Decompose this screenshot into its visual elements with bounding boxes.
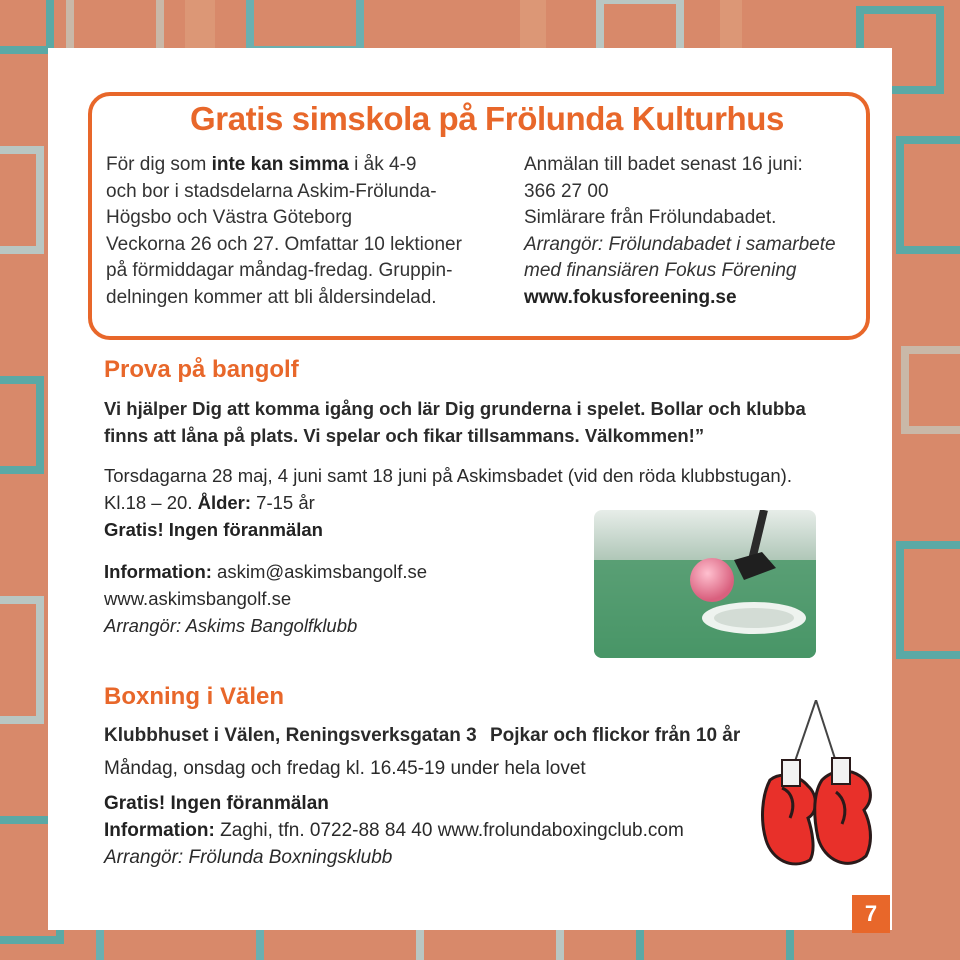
boxning-place: Klubbhuset i Välen, Reningsverksgatan 3: [104, 725, 477, 746]
simskola-left-column: [106, 152, 462, 312]
simskola-right-line-3: Simlärare från Frölundabadet.: [524, 207, 777, 229]
bangolf-free: Gratis! Ingen föranmälan: [104, 519, 323, 540]
simskola-organizer-1: Arrangör: Frölundabadet i samarbete: [524, 233, 836, 255]
bangolf-organizer: Arrangör: Askims Bangolfklubb: [104, 615, 358, 636]
simskola-right-column: [524, 152, 836, 312]
bangolf-when-line-2: Kl.18 – 20. Ålder: 7-15 år: [104, 492, 315, 513]
boxning-info-line: Information: Zaghi, tfn. 0722-88 84 40 www.frolundaboxingclub.com: [104, 820, 684, 841]
minigolf-photo: [594, 510, 816, 658]
simskola-left-line-4: Veckorna 26 och 27. Omfattar 10 lektioner: [106, 233, 462, 255]
bangolf-when-line-1: Torsdagarna 28 maj, 4 juni samt 18 juni på Askimsbadet (vid den röda klubbstugan).: [104, 465, 792, 486]
bangolf-intro: [104, 395, 806, 449]
simskola-right-line-1: Anmälan till badet senast 16 juni:: [524, 154, 803, 175]
page-number: 7: [852, 895, 890, 933]
boxning-details: [104, 790, 684, 871]
bangolf-website-link[interactable]: www.askimsbangolf.se: [104, 588, 292, 609]
bangolf-info: [104, 558, 427, 639]
boxing-gloves-icon: [752, 700, 880, 880]
boxning-schedule: Måndag, onsdag och fredag kl. 16.45-19 under hela lovet: [104, 758, 586, 779]
boxning-audience: Pojkar och flickor från 10 år: [490, 725, 741, 746]
bangolf-intro-line-1: Vi hjälper Dig att komma igång och lär Dig grunderna i spelet. Bollar och klubba: [104, 398, 806, 419]
simskola-website-link[interactable]: www.fokusforeening.se: [524, 286, 737, 308]
bangolf-title: Prova på bangolf: [104, 356, 299, 383]
simskola-title: Gratis simskola på Frölunda Kulturhus: [190, 100, 784, 137]
bangolf-email-link[interactable]: askim@askimsbangolf.se: [211, 561, 428, 582]
simskola-left-line-2: och bor i stadsdelarna Askim-Frölunda-: [106, 180, 437, 202]
simskola-left-line-1: För dig som inte kan simma i åk 4-9: [106, 154, 417, 175]
bangolf-intro-line-2: finns att låna på plats. Vi spelar och fikar tillsammans. Välkommen!”: [104, 425, 705, 446]
boxning-title: Boxning i Välen: [104, 683, 285, 710]
boxning-free: Gratis! Ingen föranmälan: [104, 793, 329, 814]
simskola-left-line-5: på förmiddagar måndag-fredag. Gruppin-: [106, 260, 453, 282]
simskola-left-line-3: Högsbo och Västra Göteborg: [106, 207, 353, 229]
simskola-organizer-2: med finansiären Fokus Förening: [524, 260, 797, 282]
boxning-organizer: Arrangör: Frölunda Boxningsklubb: [104, 847, 393, 868]
simskola-phone: 366 27 00: [524, 180, 609, 202]
simskola-left-line-6: delningen kommer att bli åldersindelad.: [106, 286, 437, 308]
bangolf-info-line: Information: askim@askimsbangolf.se: [104, 561, 428, 582]
